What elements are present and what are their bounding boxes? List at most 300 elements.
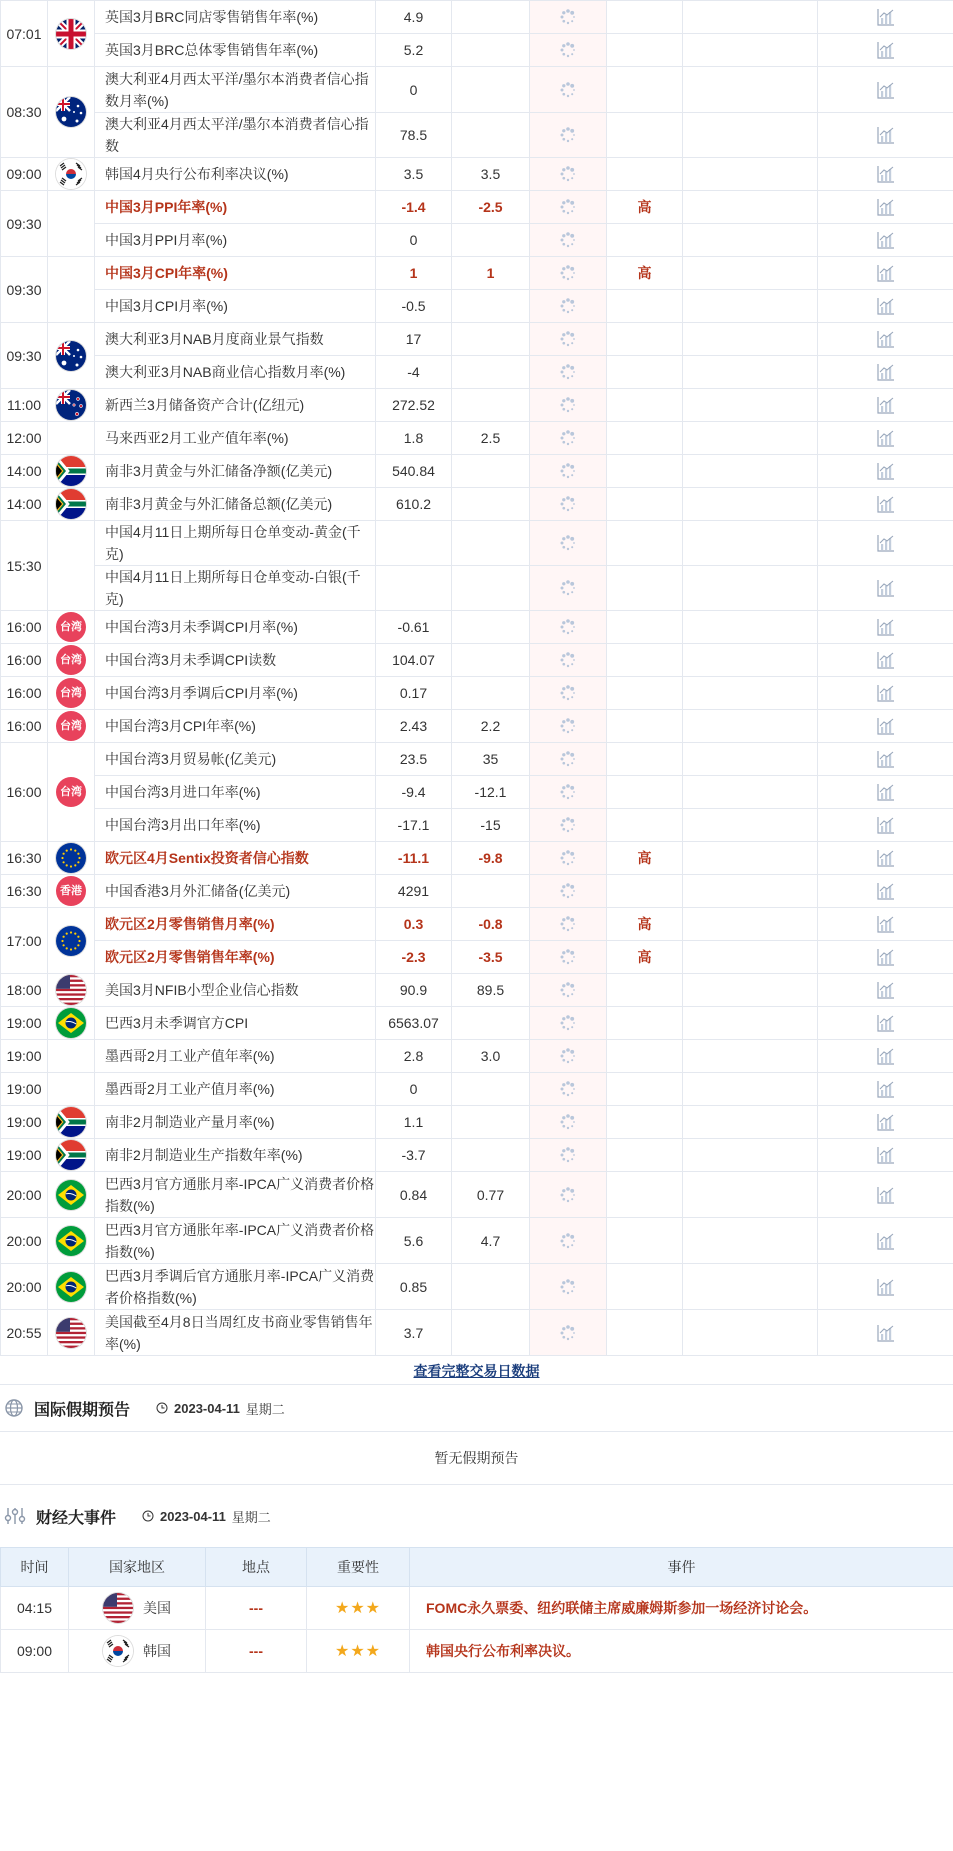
chart-cell — [818, 191, 953, 224]
impact-cell — [683, 743, 818, 776]
chart-icon[interactable] — [876, 749, 896, 769]
calendar-row — [1, 1106, 953, 1139]
chart-icon[interactable] — [876, 650, 896, 670]
indicator-name[interactable]: 澳大利亚3月NAB月度商业景气指数 — [95, 323, 376, 356]
event-time: 19:00 — [1, 1106, 48, 1139]
chart-cell — [818, 776, 953, 809]
previous-value: 0 — [376, 224, 452, 257]
kr-flag-icon — [56, 159, 86, 189]
chart-cell — [818, 224, 953, 257]
actual-value — [530, 974, 607, 1007]
chart-icon[interactable] — [876, 230, 896, 250]
country-flag-cell — [48, 974, 95, 1007]
chart-icon[interactable] — [876, 1013, 896, 1033]
actual-value — [530, 611, 607, 644]
event-time: 16:00 — [1, 677, 48, 710]
indicator-name[interactable]: 中国台湾3月季调后CPI月率(%) — [95, 677, 376, 710]
chart-icon[interactable] — [876, 125, 896, 145]
clock-icon — [142, 1510, 154, 1522]
forecast-value: -12.1 — [452, 776, 530, 809]
importance-badge — [607, 1106, 683, 1139]
country-flag-cell — [48, 1073, 95, 1106]
col-country: 国家地区 — [69, 1548, 206, 1587]
chart-cell — [818, 809, 953, 842]
importance-badge: 高 — [607, 941, 683, 974]
chart-icon[interactable] — [876, 881, 896, 901]
us-flag-icon — [56, 975, 86, 1005]
chart-cell — [818, 743, 953, 776]
us-flag-icon — [56, 1318, 86, 1348]
chart-icon[interactable] — [876, 80, 896, 100]
chart-cell — [818, 1, 953, 34]
indicator-name[interactable]: 南非3月黄金与外汇储备总额(亿美元) — [95, 488, 376, 521]
importance-badge — [607, 422, 683, 455]
loading-spinner-icon — [559, 297, 577, 315]
loading-spinner-icon — [559, 1080, 577, 1098]
indicator-name[interactable]: 欧元区2月零售销售年率(%) — [95, 941, 376, 974]
impact-cell — [683, 1, 818, 34]
chart-icon[interactable] — [876, 494, 896, 514]
chart-icon[interactable] — [876, 617, 896, 637]
chart-icon[interactable] — [876, 1079, 896, 1099]
au-flag-icon — [56, 341, 86, 371]
actual-value — [530, 1264, 607, 1310]
forecast-value: -2.5 — [452, 191, 530, 224]
loading-spinner-icon — [559, 579, 577, 597]
country-flag-cell — [48, 1218, 95, 1264]
chart-icon[interactable] — [876, 263, 896, 283]
country-flag-cell — [48, 422, 95, 455]
importance-badge — [607, 1073, 683, 1106]
forecast-value — [452, 323, 530, 356]
chart-cell — [818, 389, 953, 422]
tw-flag-icon: 台湾 — [56, 645, 86, 675]
country-flag-cell — [48, 1106, 95, 1139]
forecast-value: -9.8 — [452, 842, 530, 875]
indicator-name[interactable]: 欧元区2月零售销售月率(%) — [95, 908, 376, 941]
calendar-row — [1, 290, 953, 323]
impact-cell — [683, 644, 818, 677]
chart-icon[interactable] — [876, 683, 896, 703]
event-time: 07:01 — [1, 1, 48, 67]
event-time: 19:00 — [1, 1007, 48, 1040]
impact-cell — [683, 422, 818, 455]
chart-icon[interactable] — [876, 329, 896, 349]
country-flag-cell — [48, 1139, 95, 1172]
country-flag-cell — [48, 323, 95, 389]
chart-cell — [818, 908, 953, 941]
indicator-name[interactable]: 英国3月BRC同店零售销售年率(%) — [95, 1, 376, 34]
previous-value: 540.84 — [376, 455, 452, 488]
importance-badge — [607, 158, 683, 191]
previous-value: 104.07 — [376, 644, 452, 677]
chart-icon[interactable] — [876, 716, 896, 736]
country-flag-cell — [48, 1, 95, 67]
chart-cell — [818, 356, 953, 389]
calendar-row — [1, 34, 953, 67]
indicator-name[interactable]: 中国3月CPI月率(%) — [95, 290, 376, 323]
actual-value — [530, 743, 607, 776]
chart-icon[interactable] — [876, 461, 896, 481]
previous-value: 1.1 — [376, 1106, 452, 1139]
previous-value: 0.3 — [376, 908, 452, 941]
events-header-row — [1, 1548, 953, 1587]
chart-cell — [818, 1040, 953, 1073]
au-flag-icon — [56, 97, 86, 127]
indicator-name[interactable]: 澳大利亚4月西太平洋/墨尔本消费者信心指数 — [95, 113, 376, 158]
indicator-name[interactable]: 中国3月PPI月率(%) — [95, 224, 376, 257]
previous-value: 0 — [376, 1073, 452, 1106]
event-time: 16:00 — [1, 644, 48, 677]
indicator-name[interactable]: 澳大利亚4月西太平洋/墨尔本消费者信心指数月率(%) — [95, 67, 376, 113]
chart-icon[interactable] — [876, 782, 896, 802]
chart-icon[interactable] — [876, 1323, 896, 1343]
chart-cell — [818, 611, 953, 644]
events-table — [0, 1547, 953, 1673]
forecast-value — [452, 875, 530, 908]
forecast-value — [452, 1007, 530, 1040]
actual-value — [530, 389, 607, 422]
impact-cell — [683, 67, 818, 113]
forecast-value: 4.7 — [452, 1218, 530, 1264]
chart-icon[interactable] — [876, 164, 896, 184]
previous-value: 2.43 — [376, 710, 452, 743]
event-importance — [307, 1587, 410, 1630]
loading-spinner-icon — [559, 165, 577, 183]
previous-value: -11.1 — [376, 842, 452, 875]
za-flag-icon — [56, 1107, 86, 1137]
indicator-name[interactable]: 中国香港3月外汇储备(亿美元) — [95, 875, 376, 908]
previous-value — [376, 566, 452, 611]
actual-value — [530, 455, 607, 488]
za-flag-icon — [56, 489, 86, 519]
loading-spinner-icon — [559, 231, 577, 249]
event-description[interactable]: FOMC永久票委、纽约联储主席威廉姆斯参加一场经济讨论会。 — [410, 1587, 953, 1630]
forecast-value — [452, 611, 530, 644]
indicator-name[interactable]: 中国台湾3月未季调CPI读数 — [95, 644, 376, 677]
indicator-name[interactable]: 中国4月11日上期所每日仓单变动-黄金(千克) — [95, 521, 376, 566]
loading-spinner-icon — [559, 41, 577, 59]
country-flag-cell — [48, 67, 95, 158]
uk-flag-icon — [56, 19, 86, 49]
indicator-name[interactable]: 墨西哥2月工业产值月率(%) — [95, 1073, 376, 1106]
event-time: 20:55 — [1, 1310, 48, 1356]
chart-icon[interactable] — [876, 1277, 896, 1297]
importance-badge — [607, 710, 683, 743]
loading-spinner-icon — [559, 816, 577, 834]
view-full-data-link[interactable]: 查看完整交易日数据 — [413, 1363, 540, 1379]
forecast-value: 1 — [452, 257, 530, 290]
calendar-row — [1, 1172, 953, 1218]
calendar-row — [1, 1007, 953, 1040]
chart-icon[interactable] — [876, 197, 896, 217]
indicator-name[interactable]: 中国3月PPI年率(%) — [95, 191, 376, 224]
impact-cell — [683, 566, 818, 611]
importance-badge — [607, 1040, 683, 1073]
importance-badge — [607, 67, 683, 113]
chart-cell — [818, 1139, 953, 1172]
importance-badge: 高 — [607, 191, 683, 224]
event-time: 16:00 — [1, 710, 48, 743]
event-time: 16:00 — [1, 743, 48, 842]
event-time: 09:30 — [1, 323, 48, 389]
forecast-value — [452, 356, 530, 389]
importance-badge: 高 — [607, 842, 683, 875]
event-time: 04:15 — [1, 1587, 69, 1630]
loading-spinner-icon — [559, 684, 577, 702]
indicator-name[interactable]: 南非3月黄金与外汇储备净额(亿美元) — [95, 455, 376, 488]
eu-flag-icon — [56, 926, 86, 956]
chart-cell — [818, 290, 953, 323]
impact-cell — [683, 1310, 818, 1356]
actual-value — [530, 842, 607, 875]
indicator-name[interactable]: 中国台湾3月贸易帐(亿美元) — [95, 743, 376, 776]
previous-value: -0.5 — [376, 290, 452, 323]
importance-badge — [607, 224, 683, 257]
impact-cell — [683, 1264, 818, 1310]
indicator-name[interactable]: 墨西哥2月工业产值年率(%) — [95, 1040, 376, 1073]
country-flag-cell — [48, 488, 95, 521]
impact-cell — [683, 710, 818, 743]
indicator-name[interactable]: 韩国4月央行公布利率决议(%) — [95, 158, 376, 191]
forecast-value: 2.2 — [452, 710, 530, 743]
actual-value — [530, 1172, 607, 1218]
col-event: 事件 — [410, 1548, 953, 1587]
importance-badge — [607, 113, 683, 158]
indicator-name[interactable]: 美国截至4月8日当周红皮书商业零售销售年率(%) — [95, 1310, 376, 1356]
actual-value — [530, 34, 607, 67]
loading-spinner-icon — [559, 429, 577, 447]
chart-icon[interactable] — [876, 362, 896, 382]
actual-value — [530, 1007, 607, 1040]
calendar-row — [1, 224, 953, 257]
chart-icon[interactable] — [876, 395, 896, 415]
forecast-value — [452, 1310, 530, 1356]
chart-icon[interactable] — [876, 914, 896, 934]
chart-icon[interactable] — [876, 1185, 896, 1205]
importance-badge — [607, 290, 683, 323]
chart-icon[interactable] — [876, 533, 896, 553]
actual-value — [530, 875, 607, 908]
importance-badge — [607, 611, 683, 644]
indicator-name[interactable]: 中国3月CPI年率(%) — [95, 257, 376, 290]
calendar-row — [1, 323, 953, 356]
indicator-name[interactable]: 巴西3月官方通胀月率-IPCA广义消费者价格指数(%) — [95, 1172, 376, 1218]
loading-spinner-icon — [559, 1278, 577, 1296]
chart-cell — [818, 974, 953, 1007]
us-flag-icon — [103, 1593, 133, 1623]
event-place: --- — [206, 1587, 307, 1630]
calendar-row — [1, 1, 953, 34]
importance-badge: 高 — [607, 908, 683, 941]
chart-cell — [818, 875, 953, 908]
country-flag-cell — [48, 455, 95, 488]
star-rating-icon: ★★★ — [334, 1643, 382, 1660]
indicator-name[interactable]: 澳大利亚3月NAB商业信心指数月率(%) — [95, 356, 376, 389]
indicator-name[interactable]: 巴西3月官方通胀年率-IPCA广义消费者价格指数(%) — [95, 1218, 376, 1264]
indicator-name[interactable]: 马来西亚2月工业产值年率(%) — [95, 422, 376, 455]
calendar-row — [1, 1264, 953, 1310]
chart-cell — [818, 521, 953, 566]
previous-value: -0.61 — [376, 611, 452, 644]
calendar-row — [1, 908, 953, 941]
impact-cell — [683, 1040, 818, 1073]
forecast-value — [452, 1, 530, 34]
chart-icon[interactable] — [876, 1231, 896, 1251]
event-time: 15:30 — [1, 521, 48, 611]
previous-value: 4.9 — [376, 1, 452, 34]
chart-cell — [818, 34, 953, 67]
previous-value: 5.2 — [376, 34, 452, 67]
impact-cell — [683, 323, 818, 356]
impact-cell — [683, 257, 818, 290]
calendar-row — [1, 1218, 953, 1264]
event-time: 09:00 — [1, 1630, 69, 1673]
indicator-name[interactable]: 欧元区4月Sentix投资者信心指数 — [95, 842, 376, 875]
forecast-value: -0.8 — [452, 908, 530, 941]
chart-icon[interactable] — [876, 428, 896, 448]
star-rating-icon: ★★★ — [334, 1600, 382, 1617]
indicator-name[interactable]: 中国台湾3月进口年率(%) — [95, 776, 376, 809]
actual-value — [530, 644, 607, 677]
loading-spinner-icon — [559, 1146, 577, 1164]
indicator-name[interactable]: 新西兰3月储备资产合计(亿纽元) — [95, 389, 376, 422]
impact-cell — [683, 842, 818, 875]
importance-badge — [607, 875, 683, 908]
importance-badge — [607, 356, 683, 389]
loading-spinner-icon — [559, 783, 577, 801]
chart-icon[interactable] — [876, 578, 896, 598]
forecast-value: 3.5 — [452, 158, 530, 191]
impact-cell — [683, 974, 818, 1007]
calendar-row — [1, 113, 953, 158]
importance-badge — [607, 455, 683, 488]
importance-badge — [607, 1264, 683, 1310]
importance-badge — [607, 488, 683, 521]
chart-icon[interactable] — [876, 1112, 896, 1132]
forecast-value — [452, 455, 530, 488]
forecast-value — [452, 290, 530, 323]
impact-cell — [683, 677, 818, 710]
forecast-value — [452, 677, 530, 710]
country-flag-cell — [48, 521, 95, 611]
indicator-name[interactable]: 巴西3月未季调官方CPI — [95, 1007, 376, 1040]
importance-badge — [607, 521, 683, 566]
previous-value: 1 — [376, 257, 452, 290]
indicator-name[interactable]: 美国3月NFIB小型企业信心指数 — [95, 974, 376, 1007]
previous-value: -9.4 — [376, 776, 452, 809]
chart-icon[interactable] — [876, 40, 896, 60]
indicator-name[interactable]: 巴西3月季调后官方通胀月率-IPCA广义消费者价格指数(%) — [95, 1264, 376, 1310]
tw-flag-icon: 台湾 — [56, 777, 86, 807]
previous-value: 3.7 — [376, 1310, 452, 1356]
loading-spinner-icon — [559, 1047, 577, 1065]
indicator-name[interactable]: 南非2月制造业产量月率(%) — [95, 1106, 376, 1139]
impact-cell — [683, 875, 818, 908]
calendar-row — [1, 356, 953, 389]
indicator-name[interactable]: 英国3月BRC总体零售销售年率(%) — [95, 34, 376, 67]
col-importance: 重要性 — [307, 1548, 410, 1587]
hk-flag-icon: 香港 — [56, 876, 86, 906]
chart-icon[interactable] — [876, 7, 896, 27]
chart-icon[interactable] — [876, 1145, 896, 1165]
previous-value: 90.9 — [376, 974, 452, 1007]
chart-icon[interactable] — [876, 1046, 896, 1066]
events-header — [0, 1485, 953, 1547]
chart-cell — [818, 1218, 953, 1264]
chart-cell — [818, 1264, 953, 1310]
importance-badge — [607, 34, 683, 67]
actual-value — [530, 1040, 607, 1073]
importance-badge — [607, 1139, 683, 1172]
indicator-name[interactable]: 中国4月11日上期所每日仓单变动-白银(千克) — [95, 566, 376, 611]
loading-spinner-icon — [559, 81, 577, 99]
event-time: 19:00 — [1, 1040, 48, 1073]
event-time: 16:00 — [1, 611, 48, 644]
forecast-value: 0.77 — [452, 1172, 530, 1218]
indicator-name[interactable]: 中国台湾3月出口年率(%) — [95, 809, 376, 842]
importance-badge: 高 — [607, 257, 683, 290]
tw-flag-icon: 台湾 — [56, 612, 86, 642]
event-country — [69, 1630, 206, 1673]
calendar-row — [1, 389, 953, 422]
chart-icon[interactable] — [876, 296, 896, 316]
impact-cell — [683, 290, 818, 323]
actual-value — [530, 224, 607, 257]
chart-cell — [818, 257, 953, 290]
previous-value: 0.84 — [376, 1172, 452, 1218]
indicator-name[interactable]: 中国台湾3月CPI年率(%) — [95, 710, 376, 743]
tw-flag-icon: 台湾 — [56, 711, 86, 741]
previous-value: 3.5 — [376, 158, 452, 191]
chart-cell — [818, 1007, 953, 1040]
event-description[interactable]: 韩国央行公布利率决议。 — [410, 1630, 953, 1673]
chart-icon[interactable] — [876, 980, 896, 1000]
br-flag-icon — [56, 1272, 86, 1302]
event-time: 14:00 — [1, 488, 48, 521]
country-flag-cell — [48, 908, 95, 974]
impact-cell — [683, 34, 818, 67]
loading-spinner-icon — [559, 1324, 577, 1342]
chart-icon[interactable] — [876, 947, 896, 967]
chart-icon[interactable] — [876, 848, 896, 868]
chart-cell — [818, 488, 953, 521]
indicator-name[interactable]: 中国台湾3月未季调CPI月率(%) — [95, 611, 376, 644]
importance-badge — [607, 677, 683, 710]
country-flag-cell — [48, 842, 95, 875]
actual-value — [530, 1218, 607, 1264]
previous-value: -2.3 — [376, 941, 452, 974]
calendar-row — [1, 488, 953, 521]
chart-icon[interactable] — [876, 815, 896, 835]
indicator-name[interactable]: 南非2月制造业生产指数年率(%) — [95, 1139, 376, 1172]
country-flag-cell — [48, 1264, 95, 1310]
loading-spinner-icon — [559, 534, 577, 552]
event-importance — [307, 1630, 410, 1673]
globe-icon — [4, 1398, 24, 1418]
previous-value: 78.5 — [376, 113, 452, 158]
importance-badge — [607, 776, 683, 809]
calendar-row — [1, 257, 953, 290]
forecast-value — [452, 34, 530, 67]
event-time: 19:00 — [1, 1073, 48, 1106]
actual-value — [530, 941, 607, 974]
loading-spinner-icon — [559, 618, 577, 636]
actual-value — [530, 323, 607, 356]
importance-badge — [607, 974, 683, 1007]
calendar-row — [1, 455, 953, 488]
impact-cell — [683, 356, 818, 389]
